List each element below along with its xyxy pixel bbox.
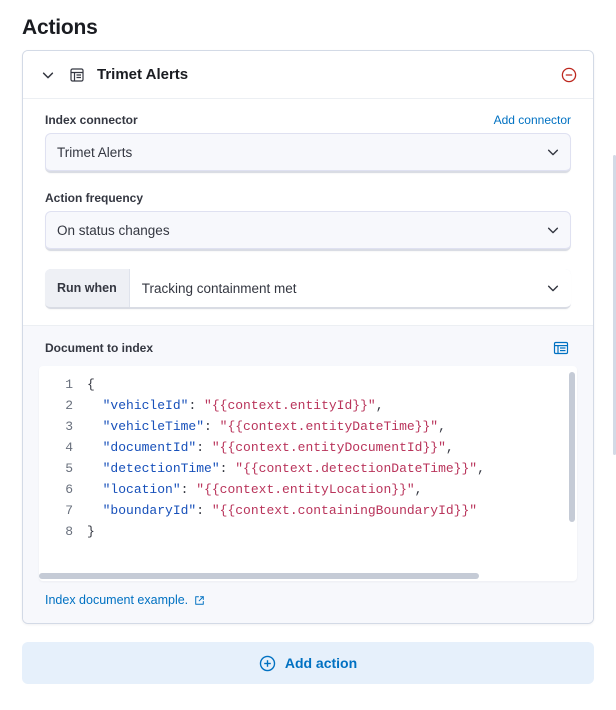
action-card-header — [23, 51, 593, 99]
code-token-punct — [87, 440, 103, 455]
page-title: Actions — [22, 16, 98, 39]
editor-line-number: 8 — [65, 524, 73, 539]
document-to-index-header — [39, 338, 577, 358]
editor-code-line — [87, 395, 577, 416]
code-token-punct — [87, 398, 103, 413]
code-token-punct — [87, 419, 103, 434]
action-card-body — [23, 99, 593, 309]
code-token-str: "{{context.entityLocation}}" — [196, 482, 415, 497]
code-token-punct — [87, 503, 103, 518]
editor-code-line — [87, 500, 577, 521]
code-token-punct — [87, 482, 103, 497]
index-document-example-label: Index document example. — [45, 593, 189, 607]
chevron-down-icon — [546, 145, 560, 159]
code-token-punct: , — [375, 398, 384, 413]
editor-horizontal-scrollbar[interactable] — [39, 573, 479, 579]
add-action-button[interactable] — [22, 642, 594, 684]
editor-line-number: 6 — [65, 482, 73, 497]
code-token-key: "vehicleId" — [102, 398, 189, 413]
editor-code-line — [87, 458, 577, 479]
code-token-punct: : — [180, 482, 197, 497]
editor-code-line — [87, 521, 577, 542]
code-token-punct: : — [219, 461, 236, 476]
index-document-example-link[interactable] — [45, 593, 205, 607]
code-token-str: "{{context.entityDateTime}}" — [219, 419, 439, 434]
code-token-punct: : — [196, 503, 212, 518]
chevron-down-icon — [546, 281, 560, 295]
editor-line-number: 3 — [65, 419, 73, 434]
code-token-punct: , — [414, 482, 423, 497]
plus-circle-icon — [259, 655, 276, 672]
editor-line-numbers — [39, 374, 83, 542]
json-code-editor[interactable] — [39, 366, 577, 581]
code-token-str: "{{context.entityId}}" — [204, 398, 376, 413]
code-token-punct — [87, 461, 103, 476]
editor-line-number: 1 — [65, 377, 73, 392]
code-token-punct: , — [438, 419, 446, 434]
code-token-key: "documentId" — [102, 440, 197, 455]
code-token-str: "{{context.entityDocumentId}}" — [211, 440, 446, 455]
code-token-key: "vehicleTime" — [102, 419, 205, 434]
external-link-icon — [194, 595, 205, 606]
code-token-punct: { — [87, 377, 95, 392]
document-to-index-label: Document to index — [45, 341, 154, 355]
code-token-punct: : — [188, 398, 205, 413]
action-title: Trimet Alerts — [97, 66, 189, 83]
index-connector-select[interactable] — [45, 133, 571, 173]
add-action-label: Add action — [284, 655, 358, 671]
document-to-index-footer — [39, 581, 577, 609]
editor-line-number: 4 — [65, 440, 73, 455]
code-token-punct: , — [477, 461, 485, 476]
code-token-key: "boundaryId" — [102, 503, 197, 518]
editor-line-number: 5 — [65, 461, 73, 476]
editor-line-number: 2 — [65, 398, 73, 413]
action-card — [22, 50, 594, 624]
editor-code — [83, 374, 577, 542]
code-token-str: "{{context.containingBoundaryId}}" — [211, 503, 478, 518]
editor-code-line — [87, 374, 577, 395]
index-connector-row — [45, 113, 571, 127]
action-frequency-label: Action frequency — [45, 191, 144, 205]
document-to-index-panel — [23, 325, 593, 623]
editor-code-line — [87, 416, 577, 437]
chevron-down-icon[interactable] — [37, 64, 59, 86]
index-connector-value: Trimet Alerts — [57, 144, 133, 160]
chevron-down-icon — [546, 223, 560, 237]
code-token-str: "{{context.detectionDateTime}}" — [235, 461, 478, 476]
action-frequency-row — [45, 191, 571, 205]
minus-circle-icon[interactable] — [559, 65, 579, 85]
code-token-key: "detectionTime" — [102, 461, 220, 476]
code-token-punct: , — [445, 440, 454, 455]
code-token-punct: : — [196, 440, 212, 455]
index-document-icon — [67, 65, 87, 85]
code-token-key: "location" — [102, 482, 181, 497]
editor-code-line — [87, 437, 577, 458]
action-frequency-select[interactable] — [45, 211, 571, 251]
code-token-punct: : — [204, 419, 220, 434]
code-token-punct: } — [87, 524, 95, 539]
action-frequency-value: On status changes — [57, 222, 170, 238]
run-when-field — [45, 269, 571, 309]
add-connector-link[interactable]: Add connector — [493, 113, 571, 127]
run-when-value: Tracking containment met — [141, 280, 297, 296]
code-editor-icon[interactable] — [551, 338, 571, 358]
run-when-label: Run when — [45, 269, 130, 307]
editor-code-line — [87, 479, 577, 500]
editor-line-number: 7 — [65, 503, 73, 518]
editor-vertical-scrollbar[interactable] — [569, 372, 575, 522]
run-when-select[interactable] — [130, 269, 571, 307]
index-connector-label: Index connector — [45, 113, 138, 127]
